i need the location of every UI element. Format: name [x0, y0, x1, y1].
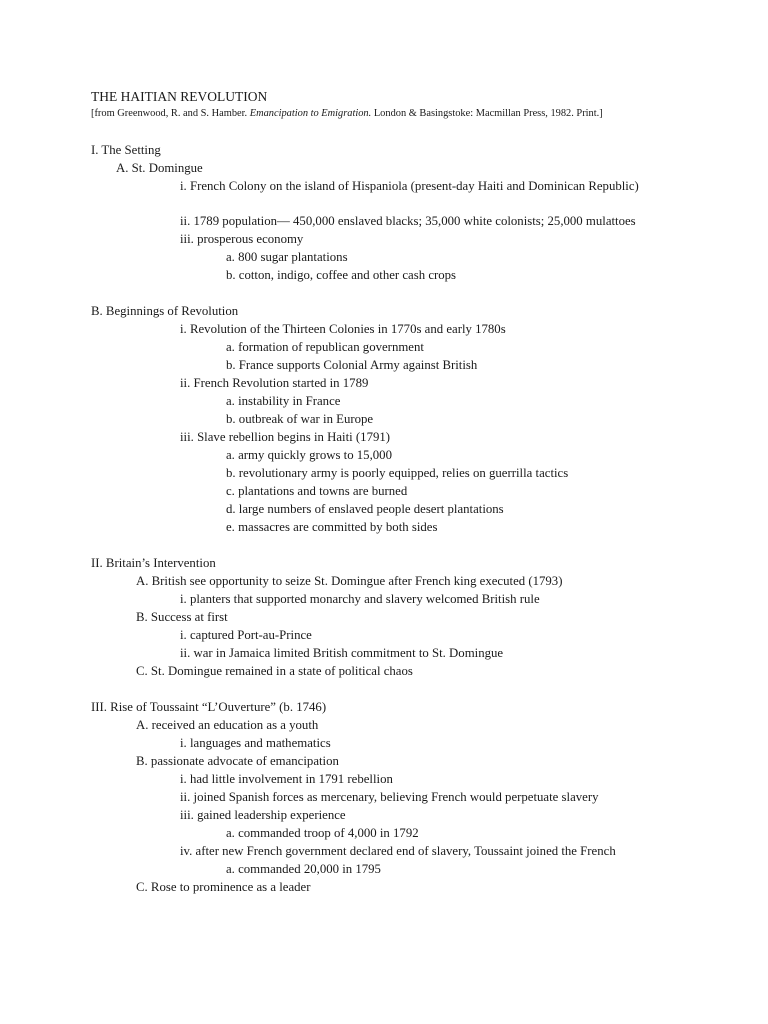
- outline-line: iv. after new French government declared end of slavery, Toussaint joined the French: [180, 844, 616, 858]
- outline-line: I. The Setting: [91, 143, 161, 157]
- outline-line: b. France supports Colonial Army against British: [226, 358, 478, 372]
- outline-line: B. Success at first: [136, 610, 228, 624]
- outline-line: b. revolutionary army is poorly equipped, relies on guerrilla tactics: [226, 466, 569, 480]
- outline-line: ii. war in Jamaica limited British commitment to St. Domingue: [180, 646, 504, 660]
- outline-line: i. captured Port-au-Prince: [180, 628, 312, 642]
- outline-line: i. languages and mathematics: [180, 736, 331, 750]
- outline-line: A. St. Domingue: [116, 161, 203, 175]
- citation: [91, 108, 603, 119]
- outline-line: II. Britain’s Intervention: [91, 556, 216, 570]
- outline-line: iii. gained leadership experience: [180, 808, 346, 822]
- outline-line: b. cotton, indigo, coffee and other cash crops: [226, 268, 457, 282]
- outline-line: a. 800 sugar plantations: [226, 250, 348, 264]
- outline-line: i. Revolution of the Thirteen Colonies in 1770s and early 1780s: [180, 322, 506, 336]
- outline-line: a. instability in France: [226, 394, 341, 408]
- outline-line: e. massacres are committed by both sides: [226, 520, 438, 534]
- citation-prefix: [from Greenwood, R. and S. Hamber.: [91, 108, 250, 119]
- citation-suffix: London & Basingstoke: Macmillan Press, 1982. Print.]: [371, 108, 603, 119]
- outline-line: C. Rose to prominence as a leader: [136, 880, 311, 894]
- outline-line: ii. French Revolution started in 1789: [180, 376, 369, 390]
- outline-line: iii. prosperous economy: [180, 232, 304, 246]
- outline-line: d. large numbers of enslaved people desert plantations: [226, 502, 504, 516]
- outline-line: B. passionate advocate of emancipation: [136, 754, 339, 768]
- outline-line: ii. 1789 population— 450,000 enslaved blacks; 35,000 white colonists; 25,000 mulattoes: [180, 214, 636, 228]
- outline-line: a. army quickly grows to 15,000: [226, 448, 392, 462]
- outline-line: B. Beginnings of Revolution: [91, 304, 239, 318]
- document-title: THE HAITIAN REVOLUTION: [91, 89, 268, 104]
- outline-line: a. commanded 20,000 in 1795: [226, 862, 381, 876]
- outline-line: i. planters that supported monarchy and slavery welcomed British rule: [180, 592, 540, 606]
- outline-line: III. Rise of Toussaint “L’Ouverture” (b. 1746): [91, 700, 327, 714]
- outline-line: A. received an education as a youth: [136, 718, 319, 732]
- outline-line: a. formation of republican government: [226, 340, 424, 354]
- outline-line: ii. joined Spanish forces as mercenary, believing French would perpetuate slavery: [180, 790, 599, 804]
- outline-line: i. had little involvement in 1791 rebellion: [180, 772, 393, 786]
- outline-line: a. commanded troop of 4,000 in 1792: [226, 826, 419, 840]
- outline-line: C. St. Domingue remained in a state of political chaos: [136, 664, 413, 678]
- outline-line: c. plantations and towns are burned: [226, 484, 408, 498]
- citation-book-title: Emancipation to Emigration.: [249, 108, 372, 119]
- outline-line: iii. Slave rebellion begins in Haiti (1791): [180, 430, 391, 444]
- outline-line: b. outbreak of war in Europe: [226, 412, 374, 426]
- outline-line: A. British see opportunity to seize St. Domingue after French king executed (1793): [136, 574, 563, 588]
- outline-line: i. French Colony on the island of Hispaniola (present-day Haiti and Dominican Republic): [180, 179, 639, 193]
